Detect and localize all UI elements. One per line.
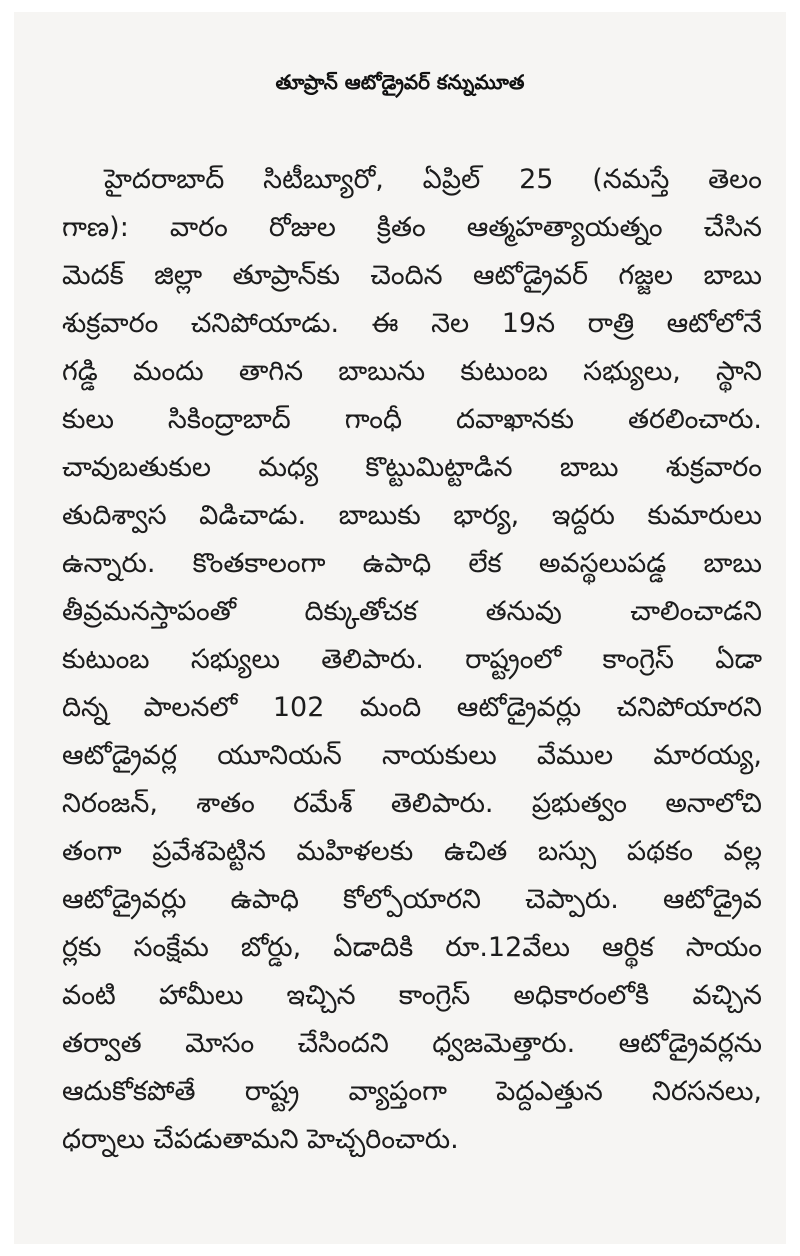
article-line: తంగా ప్రవేశపెట్టిన మహిళలకు ఉచిత బస్సు పథకం వల్ల xyxy=(62,836,762,867)
article-line: తుదిశ్వాస విడిచాడు. బాబుకు భార్య, ఇద్దరు కుమారులు xyxy=(62,500,762,531)
article-body xyxy=(62,156,762,1164)
article-line: ర్లకు సంక్షేమ బోర్డు, ఏడాదికి రూ.12వేలు ఆర్థిక సాయం xyxy=(62,932,762,963)
article-line: కులు సికింద్రాబాద్ గాంధీ దవాఖానకు తరలించారు. xyxy=(62,404,762,435)
article-line: కుటుంబ సభ్యులు తెలిపారు. రాష్ట్రంలో కాంగ్రెస్ ఏడా xyxy=(62,644,762,675)
article-line: ధర్నాలు చేపడుతామని హెచ్చరించారు. xyxy=(62,1124,459,1155)
article-line: తీవ్రమనస్తాపంతో దిక్కుతోచక తనువు చాలించాడని xyxy=(62,596,762,627)
article-headline: తూప్రాన్ ఆటోడ్రైవర్ కన్నుమూత xyxy=(275,70,525,94)
article-line: చావుబతుకుల మధ్య కొట్టుమిట్టాడిన బాబు శుక్రవారం xyxy=(62,452,762,483)
article-line: గడ్డి మందు తాగిన బాబును కుటుంబ సభ్యులు, స్థాని xyxy=(62,356,762,387)
article-line: వంటి హామీలు ఇచ్చిన కాంగ్రెస్ అధికారంలోకి వచ్చిన xyxy=(62,980,762,1011)
article-line: గాణ): వారం రోజుల క్రితం ఆత్మహత్యాయత్నం చేసిన xyxy=(62,212,762,243)
article-line: మెదక్ జిల్లా తూప్రాన్‌కు చెందిన ఆటోడ్రైవర్ గజ్జల బాబు xyxy=(62,260,762,291)
article-line: శుక్రవారం చనిపోయాడు. ఈ నెల 19న రాత్రి ఆటోలోనే xyxy=(62,308,762,339)
newspaper-clipping xyxy=(14,12,786,1244)
article-line: తర్వాత మోసం చేసిందని ధ్వజమెత్తారు. ఆటోడ్రైవర్లను xyxy=(62,1028,762,1059)
article-line: ఆటోడ్రైవర్ల యూనియన్ నాయకులు వేముల మారయ్య, xyxy=(62,740,762,771)
article-line: ఆటోడ్రైవర్లు ఉపాధి కోల్పోయారని చెప్పారు. ఆటోడ్రైవ xyxy=(62,884,762,915)
article-line: నిరంజన్, శాతం రమేశ్ తెలిపారు. ప్రభుత్వం అనాలోచి xyxy=(62,788,762,819)
article-line: ఆదుకోకపోతే రాష్ట్ర వ్యాప్తంగా పెద్దఎత్తున నిరసనలు, xyxy=(62,1076,762,1107)
article-line: ఉన్నారు. కొంతకాలంగా ఉపాధి లేక అవస్థలుపడ్డ బాబు xyxy=(62,548,762,579)
article-line: దిన్న పాలనలో 102 మంది ఆటోడ్రైవర్లు చనిపోయారని xyxy=(62,692,762,723)
article-line: హైదరాబాద్ సిటీబ్యూరో, ఏప్రిల్ 25 (నమస్తే తెలం xyxy=(104,164,762,195)
